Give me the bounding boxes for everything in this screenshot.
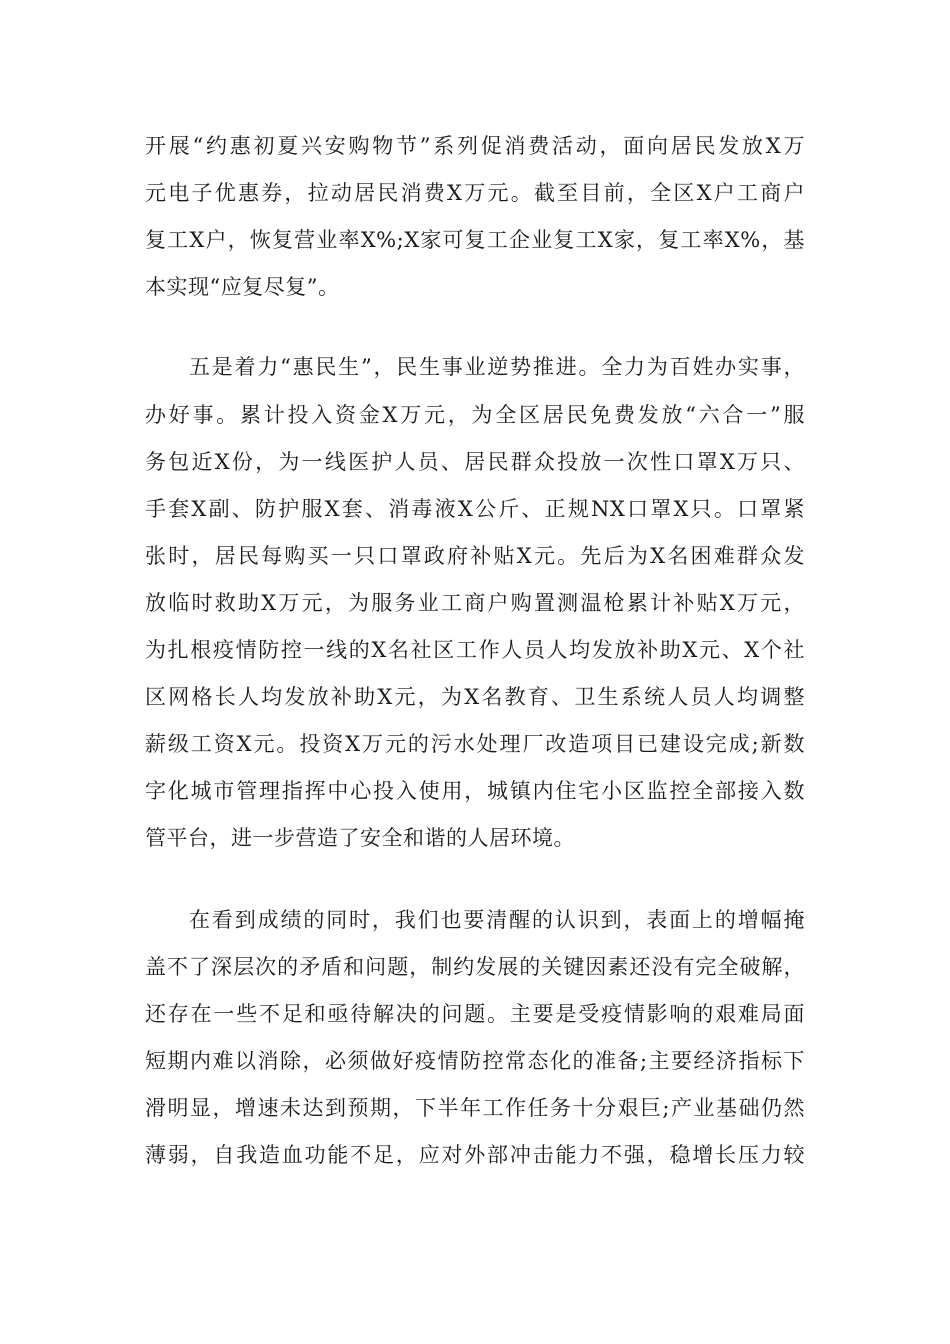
paragraph-3-line-1: 在看到成绩的同时，我们也要清醒的认识到，表面上的增幅掩 xyxy=(189,908,805,932)
paragraph-2-line-1: 五是着力“惠民生”，民生事业逆势推进。全力为百姓办实事， xyxy=(189,355,805,379)
paragraph-2-line-8: 区网格长人均发放补助X元，为X名教育、卫生系统人员人均调整 xyxy=(145,685,805,709)
paragraph-2-line-5: 张时，居民每购买一只口罩政府补贴X元。先后为X名困难群众发 xyxy=(145,544,805,568)
paragraph-2-line-6: 放临时救助X万元，为服务业工商户购置测温枪累计补贴X万元， xyxy=(145,591,805,615)
paragraph-3-line-4: 短期内难以消除，必须做好疫情防控常态化的准备;主要经济指标下 xyxy=(145,1049,805,1073)
paragraph-2-line-3: 务包近X份，为一线医护人员、居民群众投放一次性口罩X万只、 xyxy=(145,450,805,474)
paragraph-1-line-4: 本实现“应复尽复”。 xyxy=(145,275,340,299)
paragraph-3-line-3: 还存在一些不足和亟待解决的问题。主要是受疫情影响的艰难局面 xyxy=(145,1002,805,1026)
paragraph-2-line-2: 办好事。累计投入资金X万元，为全区居民免费发放“六合一”服 xyxy=(145,403,805,427)
paragraph-3-line-6: 薄弱，自我造血功能不足，应对外部冲击能力不强，稳增长压力较 xyxy=(145,1143,805,1167)
paragraph-2-line-4: 手套X副、防护服X套、消毒液X公斤、正规NX口罩X只。口罩紧 xyxy=(145,497,805,521)
paragraph-1-line-1: 开展“约惠初夏兴安购物节”系列促消费活动，面向居民发放X万 xyxy=(145,134,805,158)
paragraph-2-line-9: 薪级工资X元。投资X万元的污水处理厂改造项目已建设完成;新数 xyxy=(145,732,805,756)
paragraph-2-line-10: 字化城市管理指挥中心投入使用，城镇内住宅小区监控全部接入数 xyxy=(145,779,805,803)
paragraph-2-line-7: 为扎根疫情防控一线的X名社区工作人员人均发放补助X元、X个社 xyxy=(145,638,805,662)
paragraph-3-line-2: 盖不了深层次的矛盾和问题，制约发展的关键因素还没有完全破解， xyxy=(145,955,805,979)
paragraph-1-line-3: 复工X户，恢复营业率X%;X家可复工企业复工X家，复工率X%，基 xyxy=(145,228,805,252)
paragraph-2-line-11: 管平台，进一步营造了安全和谐的人居环境。 xyxy=(145,826,575,850)
paragraph-3-line-5: 滑明显，增速未达到预期，下半年工作任务十分艰巨;产业基础仍然 xyxy=(145,1096,805,1120)
paragraph-1-line-2: 元电子优惠券，拉动居民消费X万元。截至目前，全区X户工商户 xyxy=(145,181,805,205)
